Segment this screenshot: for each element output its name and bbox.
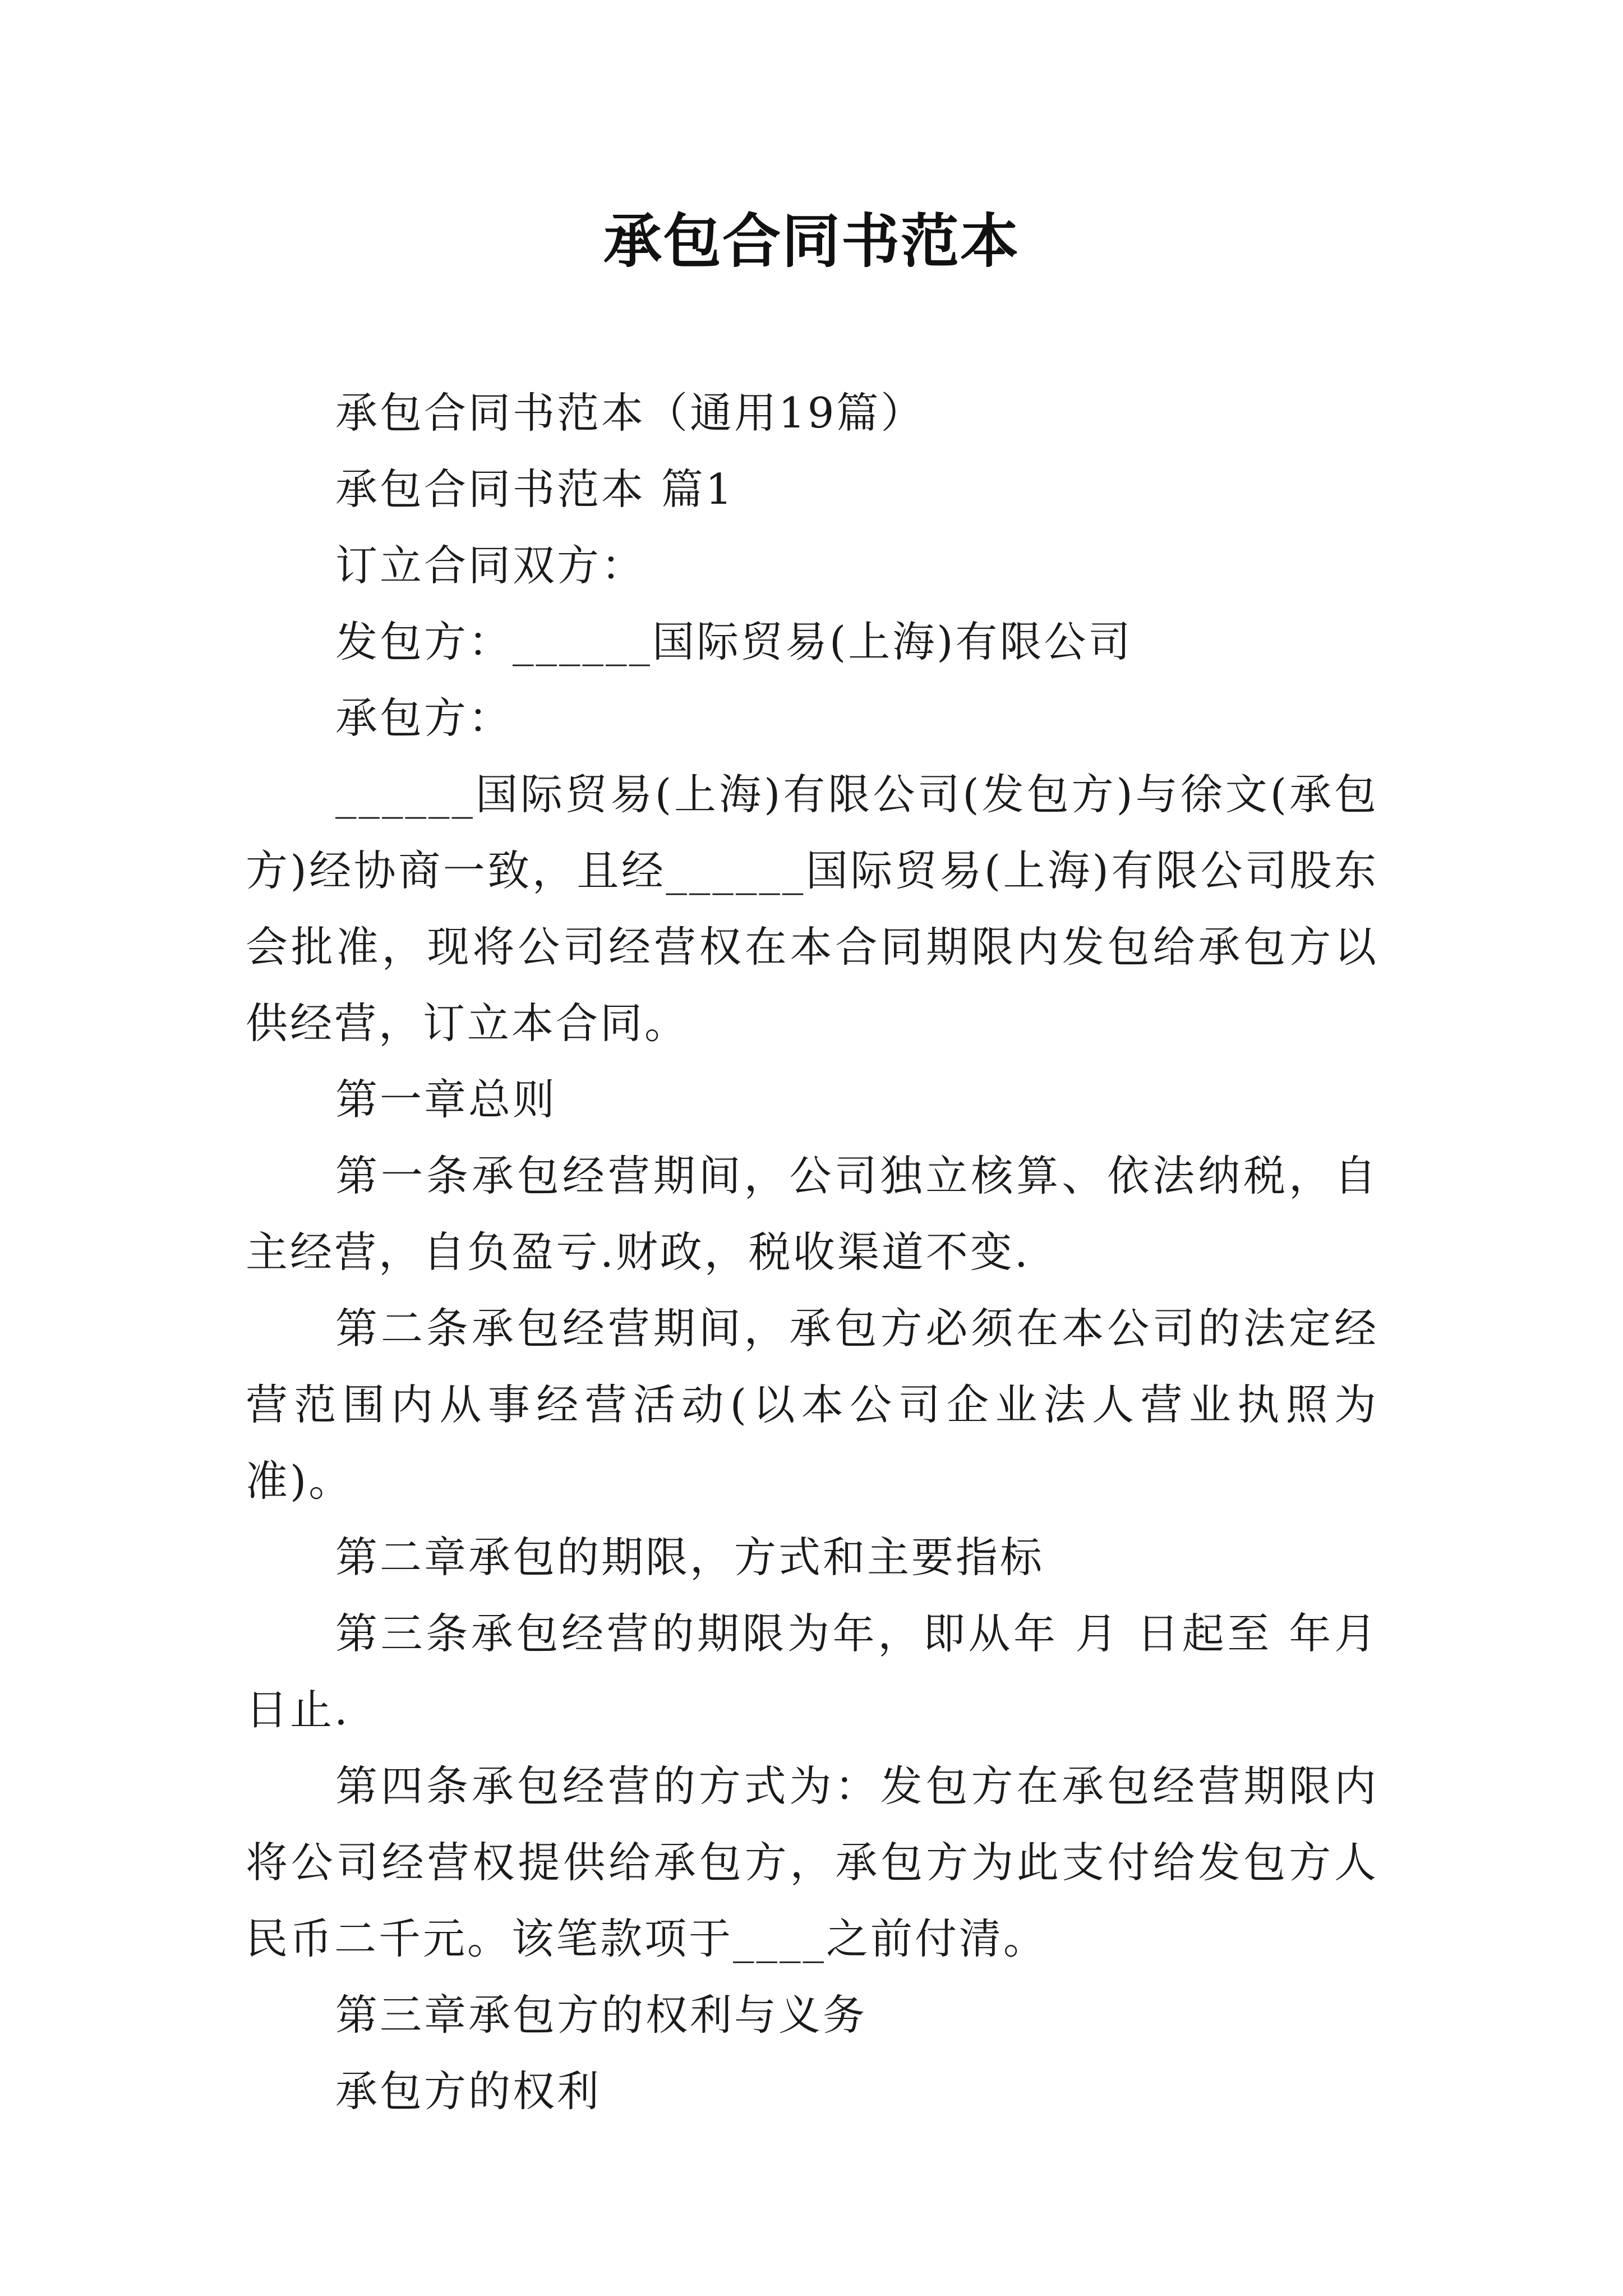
- paragraph-section-heading: 承包合同书范本 篇1: [335, 464, 735, 514]
- paragraph-chapter-1: 第一章总则: [335, 1075, 557, 1124]
- paragraph-contractor: 承包方：: [335, 693, 513, 743]
- paragraph-parties-heading: 订立合同双方：: [335, 541, 646, 590]
- paragraph-preamble: ______国际贸易(上海)有限公司(发包方)与徐文(承包方)经协商一致，且经______国际贸易(上海)有限公司股东会批准，现将公司经营权在本合同期限内发包给承包方以供经营，订立本合同。: [246, 770, 1378, 1048]
- paragraph-article-3: 第三条承包经营的期限为年，即从年 月 日起至 年月日止.: [246, 1609, 1378, 1734]
- document-body: [246, 375, 1378, 2129]
- paragraph-article-2: 第二条承包经营期间，承包方必须在本公司的法定经营范围内从事经营活动(以本公司企业法人营业执照为准)。: [246, 1304, 1378, 1506]
- document-title: 承包合同书范本: [603, 206, 1020, 275]
- paragraph-chapter-2: 第二章承包的期限，方式和主要指标: [335, 1533, 1045, 1582]
- paragraph-contractor-issuer: 发包方：______国际贸易(上海)有限公司: [335, 617, 1133, 666]
- paragraph-subtitle: 承包合同书范本（通用19篇）: [335, 388, 925, 438]
- paragraph-contractor-rights: 承包方的权利: [335, 2067, 602, 2116]
- paragraph-article-4: 第四条承包经营的方式为：发包方在承包经营期限内将公司经营权提供给承包方，承包方为此支付给发包方人民币二千元。该笔款项于____之前付清。: [246, 1761, 1378, 1963]
- paragraph-chapter-3: 第三章承包方的权利与义务: [335, 1990, 868, 2040]
- paragraph-article-1: 第一条承包经营期间，公司独立核算、依法纳税，自主经营，自负盈亏.财政，税收渠道不变.: [246, 1151, 1378, 1277]
